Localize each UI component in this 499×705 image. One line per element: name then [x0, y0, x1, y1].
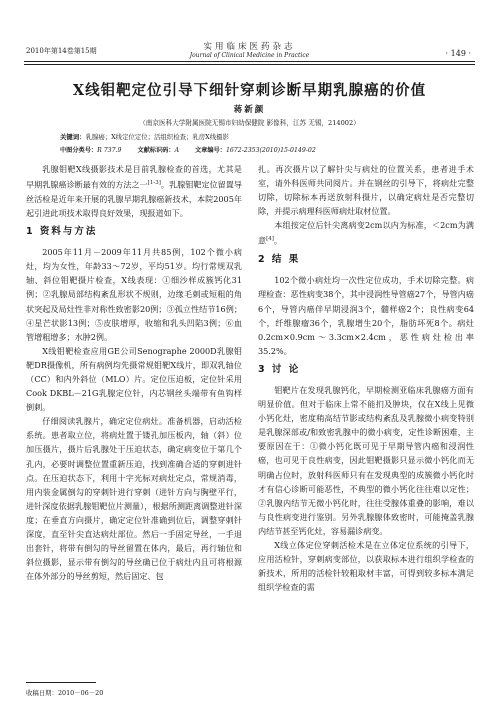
doc-code-group: [137, 147, 179, 154]
citation-ref: [1-3]: [147, 180, 161, 187]
citation-ref: [4]: [266, 236, 274, 243]
intro-text-2: 。乳腺钼靶定位留置导丝活检是近年来开展的乳腺早期乳腺癌新技术，本院2005年起引进此项技术取得良好效果，现报道如下。: [26, 179, 242, 218]
right-column: [258, 162, 474, 594]
received-date: 收稿日期：2010－06－20: [26, 689, 104, 697]
body-paragraph: 102个微小病灶均一次性定位成功，手术切除完整。病理检查：恶性病变38个，其中浸润性导管癌27个，导管内癌6个，导管内癌伴早期浸润3个，髓样癌2个；良性病变64个，纤维腺瘤36个，乳腺增生20个，脂肪坏死8个。病灶0.2cm×0.9cm～3.3cm×2.4cm，恶性病灶检出率35.2%。: [258, 275, 474, 356]
intro-paragraph: [26, 162, 242, 220]
keywords-text: 乳腺癌；X线定位定位；活组织检查；乳房X线摄影: [85, 133, 229, 141]
section-heading-methods: 1 资料与方法: [26, 226, 98, 238]
body-paragraph: 仔细阅读乳腺片，确定定位病灶。准备机器，启动活检系统。患者取立位，将病灶置于镂孔加压板内，轴（斜）位加压摄片，摄片后乳腺处于压迫状态，确定病变位于第几个孔内，必要时调整位置重新压迫，找到准确合适的穿刺进针点。在压迫状态下，利用十字光标对病灶定点，常规消毒，用内装金属倒勾的穿刺针进行穿刺（进针方向与胸壁平行，进针深度依据乳腺钼靶位片测量），根据所测距离调整进针深度；在垂直方向摄片，确定定位针准确到位后，调整穿刺针深度，直至针尖直达病灶部位。然后一手固定导丝，一手退出套针，将带有倒勾的导丝留置在体内，最后，再行轴位和斜位摄影，显示带有倒勾的导丝确已位于病灶内且可将根源在体外部分的导丝剪短，然后固定、包: [26, 416, 242, 582]
criteria-paragraph: [258, 218, 474, 248]
issue-info: 2010年第14卷第15期: [26, 47, 97, 55]
header-rule-thin: [24, 64, 475, 65]
body-paragraph: X线立体定位穿刺活检术是在立体定位系统的引导下，应用活检针，穿刺病变部位，以获取标本进行组织学检查的新技术，所用的活检针较粗取材丰富，可得到较多标本满足组织学检查的需: [258, 540, 474, 593]
doc-code-value: A: [174, 147, 180, 154]
journal-title-en: Journal of Clinical Medicine in Practice: [189, 52, 310, 59]
body-paragraph: 扎。再次摄片以了解针尖与病灶的位置关系，患者进手术室，请外科医师共同阅片。并在钢丝的引导下，将病灶完整切除，切除标本再送放射科摄片，以确定病灶是否完整切除，并提示病理科医师病灶取材位置。: [258, 164, 474, 217]
footnote-rule: [26, 682, 96, 683]
article-id-group: [195, 147, 316, 154]
classification-line: [60, 145, 330, 154]
journal-title-cn: 实用临床医药杂志: [203, 42, 296, 52]
left-column: [26, 162, 242, 583]
article-id-value: 1672-2353(2010)15-0149-02: [225, 147, 316, 154]
section-heading-results: 2 结 果: [258, 254, 301, 266]
body-paragraph: X线钼靶检查应用GE公司Senographe 2000D乳腺钼靶DR摄像机，所有病例均先摄常规钼靶X线片，即双乳轴位（CC）和内外斜位（MLO）片。定位压迫板，定位针采用Cook DKBL－21G乳腺定位针，内芯钢丝头端带有鱼钩样倒刺。: [26, 345, 242, 413]
keywords-line: [60, 132, 229, 141]
clc-label: 中图分类号：: [60, 147, 98, 154]
body-paragraph: 钼靶片在发现乳腺钙化，早期检测亚临床乳腺癌方面有明显价值。但对于临床上常不能扪及肿块，仅在X线上见微小钙化灶，密度稍高结节影或结构紊乱及乳腺微小病变特别是乳腺深部或/和致密乳腺中的微小病变，定性诊断困难，主要原因在于：①微小钙化既可见于早期导管内癌和浸润性癌，也可见于良性病变，因此钼靶摄影只显示微小钙化而无明确占位时，放射科医师只有在发现典型的成簇微小钙化时才有信心诊断可能恶性，不典型的微小钙化往往难以定性；②乳腺内结节无微小钙化时，往往受腺体重叠的影响，难以与良性病变进行鉴别。另外乳腺腺体致密时，可能掩盖乳腺内结节甚至钙化灶，容易漏诊病变。: [258, 385, 474, 536]
keywords-label: 关键词：: [60, 133, 86, 141]
criteria-text: 本组按定位后针尖离病变2cm以内为标准，＜2cm为满意: [258, 220, 474, 247]
article-id-label: 文章编号：: [195, 147, 226, 154]
clc-group: [60, 147, 121, 154]
clc-value: R 737.9: [97, 147, 122, 154]
header-rule-thick: [24, 61, 475, 62]
article-author: 蒋新颜: [233, 105, 266, 115]
intro-text: 乳腺钼靶X线摄影技术是目前乳腺检查的首选，尤其是早期乳腺癌诊断最有效的方法之一: [26, 164, 242, 190]
section-heading-discussion: 3 讨 论: [258, 363, 301, 375]
page-number: · 149 ·: [445, 49, 471, 58]
article-title: X线钼靶定位引导下细针穿刺诊断早期乳腺癌的价值: [72, 82, 427, 99]
author-affiliation: （南京医科大学附属医院无锡市妇幼保健院 影像科，江苏 无锡，214002）: [139, 119, 360, 127]
criteria-end: 。: [273, 236, 283, 247]
body-paragraph: 2005年11月－2009年11月共85例，102个微小病灶，均为女性，年龄33～72岁，平均51岁。均行常规双乳轴、斜位钼靶摄片检查，X线表现：①细沙样成簇钙化31例；②乳腺局部结构紊乱形状不规则，边缘毛刺或短粗的角状突起及局灶性非对称性致密影20例；③孤立性结节16例；④星芒状影13例；⑤皮肤增厚，收缩和乳头凹陷3例；⑥血管增粗增多；水肿2例。: [26, 247, 242, 342]
doc-code-label: 文献标识码：: [137, 147, 175, 154]
